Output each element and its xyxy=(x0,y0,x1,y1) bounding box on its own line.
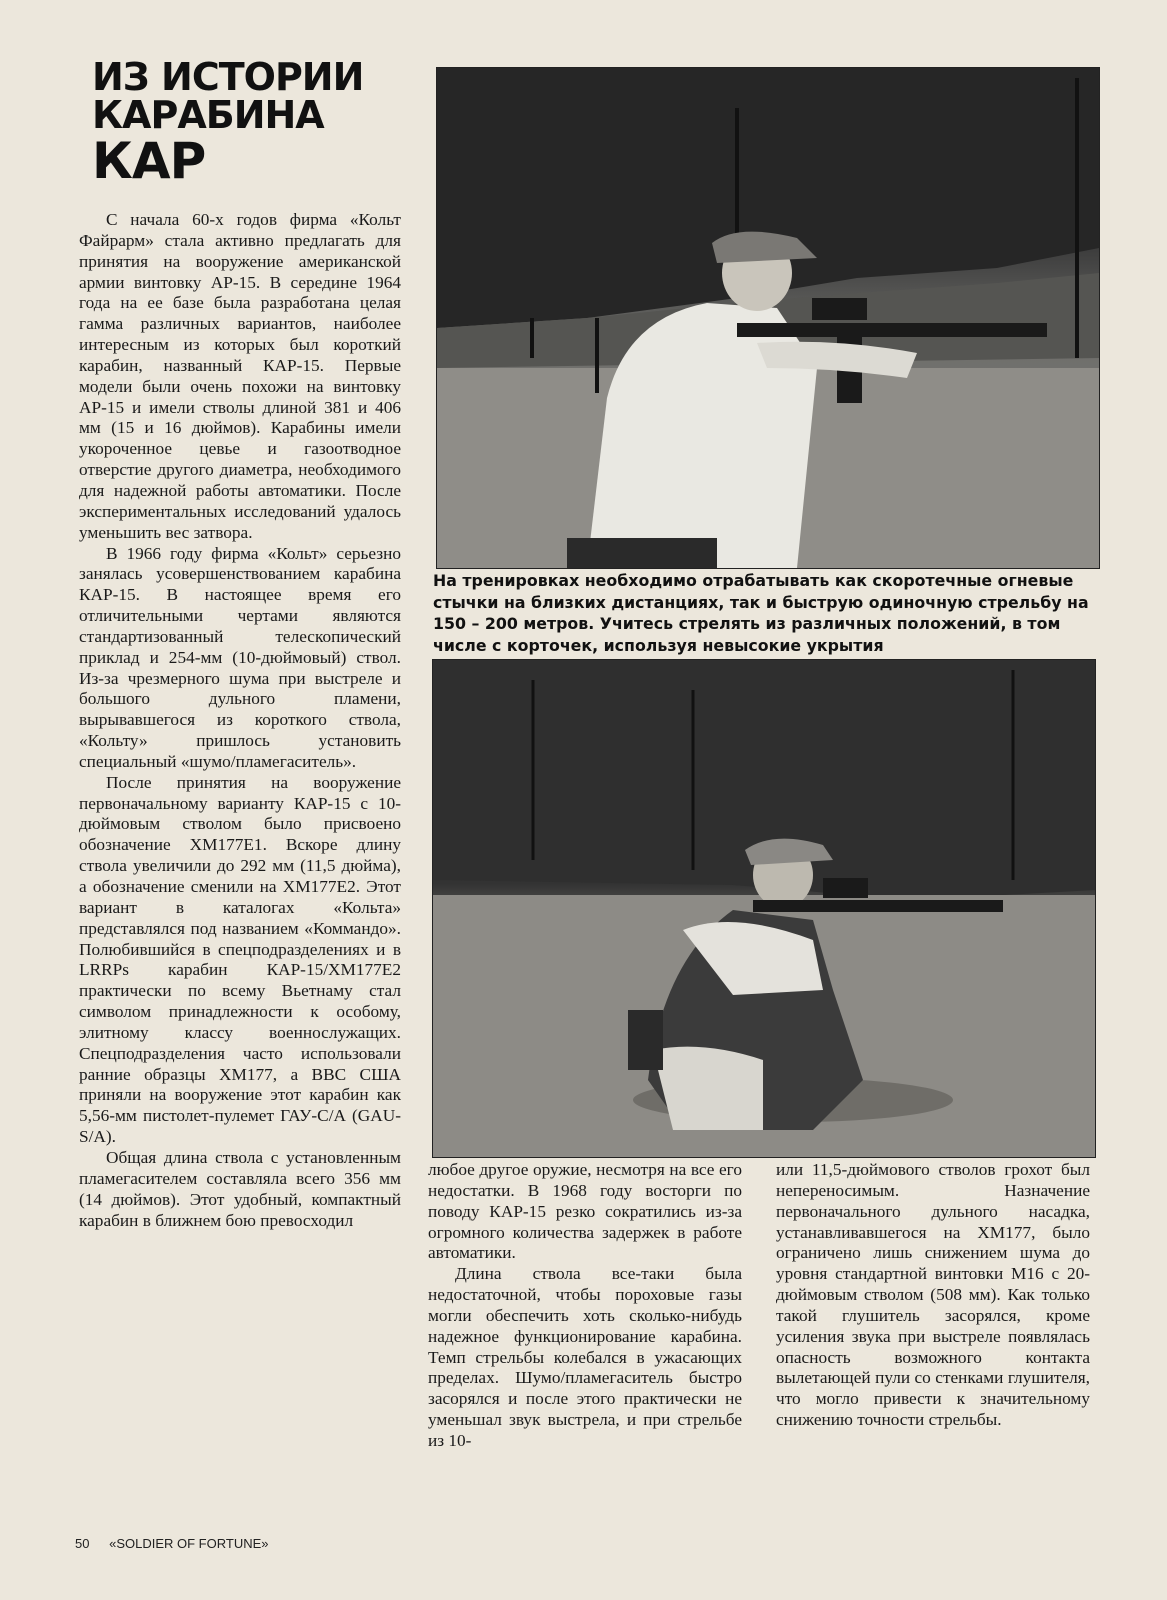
title-line-2: КАРАБИНА xyxy=(92,93,324,137)
paragraph: Общая длина ствола с установленным пламегасителем составляла всего 356 мм (14 дюймов). Этот удобный, компактный карабин в ближнем бою превосходил xyxy=(79,1147,401,1230)
paragraph: В 1966 году фирма «Кольт» серьезно занялась усовершенствованием карабина КАР-15. В настоящее время его отличительными чертами являются стандартизованный телескопический приклад и 254-мм (10-дюймовый) ствол. Из-за чрезмерного шума при выстреле и большого дульного пламени, вырывавшегося из короткого ствола, «Кольту» пришлось установить специальный «шумо/пламегаситель». xyxy=(79,543,401,771)
photo-crouching-shooter xyxy=(432,659,1096,1158)
page-footer xyxy=(75,1536,269,1551)
magazine-name: «SOLDIER OF FORTUNE» xyxy=(109,1536,269,1551)
paragraph: любое другое оружие, несмотря на все его недостатки. В 1968 году восторги по поводу КАР-15 резко сократились из-за огромного количества задержек в работе автоматики. xyxy=(428,1160,742,1263)
paragraph: С начала 60-х годов фирма «Кольт Файрарм» стала активно предлагать для принятия на вооружение американской армии винтовку АР-15. В середине 1964 года на ее базе была разработана целая гамма различных вариантов, наиболее интересным из которых был короткий карабин, названный КАР-15. Первые модели были очень похожи на винтовку АР-15 и имели стволы длиной 381 и 406 мм (15 и 16 дюймов). Карабины имели укороченное цевье и газоотводное отверстие другого диаметра, необходимого для надежной работы автоматики. После экспериментальных исследований удалось уменьшить вес затвора. xyxy=(79,210,401,542)
article-title xyxy=(92,55,412,190)
paragraph: или 11,5-дюймового стволов грохот был непереносимым. Назначение первоначального дульного насадка, устанавливавшегося на ХМ177, было ограничено лишь снижением шума до уровня стандартной винтовки М16 с 20-дюймовым стволом (508 мм). Как только такой глушитель засорялся, кроме усиления звука при выстреле появлялась опасность возможного контакта вылетающей пули со стенками глушителя, что могло привести к значительному снижению точности стрельбы. xyxy=(776,1160,1090,1430)
paragraph: Длина ствола все-таки была недостаточной, чтобы пороховые газы могли обеспечить хоть сколько-нибудь надежное функционирование карабина. Темп стрельбы колебался в ужасающих пределах. Шумо/пламегаситель быстро засорялся и после этого практически не уменьшал звук выстрела, и при стрельбе из 10- xyxy=(428,1264,742,1450)
photo-caption: На тренировках необходимо отрабатывать как скоротечные огневые стычки на близких дистанциях, так и быструю одиночную стрельбу на 150 – 200 метров. Учитесь стрелять из различных положений, в том числе с корточек, используя невысокие укрытия xyxy=(433,571,1089,655)
crouching-shooter-image xyxy=(433,660,1095,1157)
text-column-2 xyxy=(428,1160,742,1452)
title-line-1: ИЗ ИСТОРИИ xyxy=(92,55,364,99)
photo-standing-shooter xyxy=(436,67,1100,569)
paragraph: После принятия на вооружение первоначальному варианту КАР-15 с 10-дюймовым стволом было присвоено обозначение ХМ177Е1. Вскоре длину ствола увеличили до 292 мм (11,5 дюйма), а обозначение сменили на ХМ177Е2. Этот вариант в каталогах «Кольта» представлялся под названием «Коммандо». Полюбившийся в спецподразделениях и в LRRPs карабин КАР-15/ХМ177Е2 практически по всему Вьетнаму стал символом принадлежности к особому, элитному классу военнослужащих. Спецподразделения часто использовали ранние образцы ХМ177, а ВВС США приняли на вооружение этот карабин как 5,56-мм пистолет-пулемет ГАУ-С/А (GAU-S/A). xyxy=(79,772,401,1147)
text-column-3 xyxy=(776,1160,1090,1431)
page-number: 50 xyxy=(75,1536,90,1551)
title-line-3: КАР xyxy=(92,132,206,190)
text-column-1 xyxy=(79,210,401,1231)
standing-shooter-image xyxy=(437,68,1099,568)
